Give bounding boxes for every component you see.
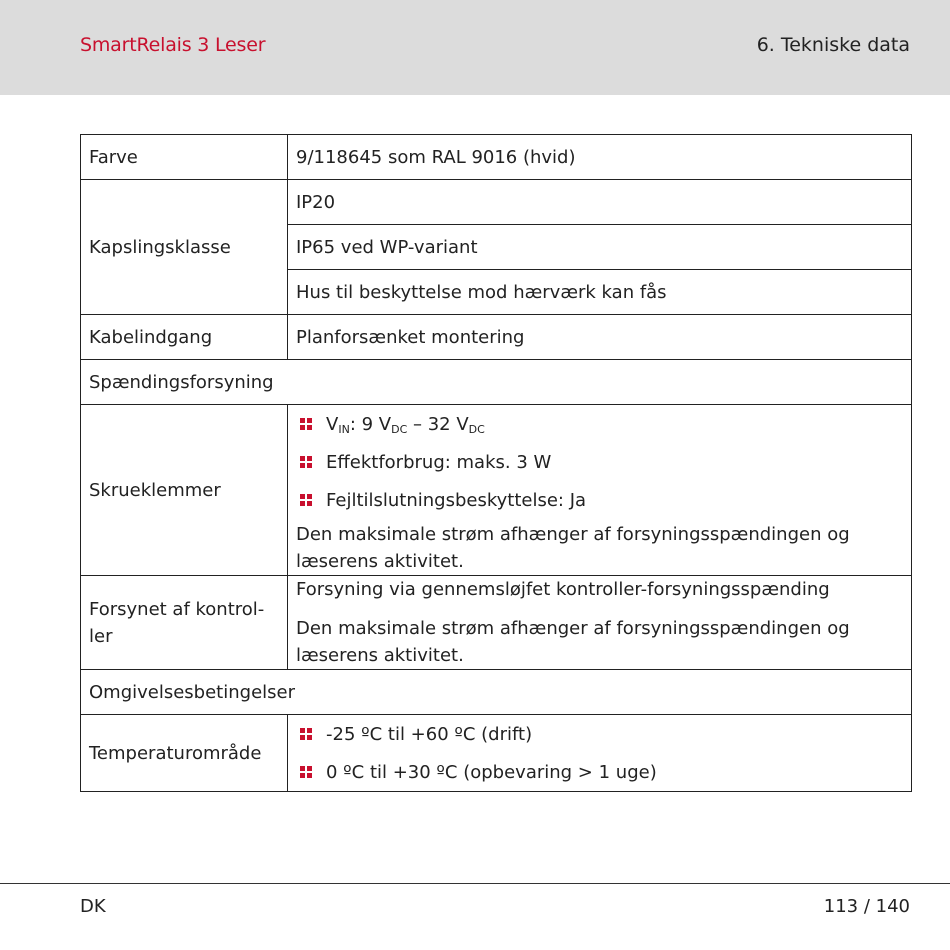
row-value bbox=[288, 715, 912, 792]
row-label: Forsynet af kontrol- ler bbox=[81, 576, 288, 670]
page-header bbox=[0, 0, 950, 95]
bullet-icon bbox=[300, 728, 312, 740]
table-row-omgivelse-heading bbox=[81, 670, 912, 715]
row-value bbox=[288, 405, 912, 576]
list-item: Effektforbrug: maks. 3 W bbox=[296, 443, 903, 481]
vin-spec: $V_{IN}$: 9 $V_{DC} - 32$ $V_{DC}$ bbox=[326, 413, 485, 436]
supply-text: Forsyning via gennemsløjfet kontroller-forsyningsspænding bbox=[296, 579, 830, 600]
section-title: 6. Tekniske data bbox=[756, 34, 910, 56]
bullet-icon bbox=[300, 418, 312, 430]
footer-divider bbox=[0, 883, 950, 884]
note-text: Den maksimale strøm afhænger af forsyningsspændingen og læserens aktivitet. bbox=[296, 524, 850, 572]
footer-language: DK bbox=[80, 896, 106, 917]
row-value: Hus til beskyttelse mod hærværk kan fås bbox=[288, 270, 912, 315]
bullet-icon bbox=[300, 456, 312, 468]
table-row-farve bbox=[81, 135, 912, 180]
row-label: Temperaturområde bbox=[81, 715, 288, 792]
bullet-icon bbox=[300, 494, 312, 506]
table-row-skrueklemmer bbox=[81, 405, 912, 576]
row-value: IP20 bbox=[288, 180, 912, 225]
section-heading: Omgivelsesbetingelser bbox=[81, 670, 912, 715]
row-label: Kapslingsklasse bbox=[81, 180, 288, 315]
note-text: Den maksimale strøm afhænger af forsyningsspændingen og læserens aktivitet. bbox=[296, 618, 850, 666]
row-value: 9/118645 som RAL 9016 (hvid) bbox=[288, 135, 912, 180]
table-row-kabel bbox=[81, 315, 912, 360]
document-title: SmartRelais 3 Leser bbox=[80, 34, 266, 56]
list-item: Fejltilslutningsbeskyttelse: Ja bbox=[296, 481, 903, 519]
list-item: 0 ºC til +30 ºC (opbevaring > 1 uge) bbox=[296, 753, 903, 791]
row-value bbox=[288, 576, 912, 670]
row-label: Skrueklemmer bbox=[81, 405, 288, 576]
row-label: Farve bbox=[81, 135, 288, 180]
list-item bbox=[296, 405, 903, 443]
table-row-kapsling bbox=[81, 180, 912, 225]
table-row-temperatur bbox=[81, 715, 912, 792]
list-item: -25 ºC til +60 ºC (drift) bbox=[296, 715, 903, 753]
table-row-spaending-heading bbox=[81, 360, 912, 405]
bullet-icon bbox=[300, 766, 312, 778]
table-row-kontroller bbox=[81, 576, 912, 670]
row-value: Planforsænket montering bbox=[288, 315, 912, 360]
technical-data-table bbox=[80, 134, 912, 792]
row-value: IP65 ved WP-variant bbox=[288, 225, 912, 270]
page-number: 113 / 140 bbox=[823, 896, 910, 917]
row-label: Kabelindgang bbox=[81, 315, 288, 360]
section-heading: Spændingsforsyning bbox=[81, 360, 912, 405]
